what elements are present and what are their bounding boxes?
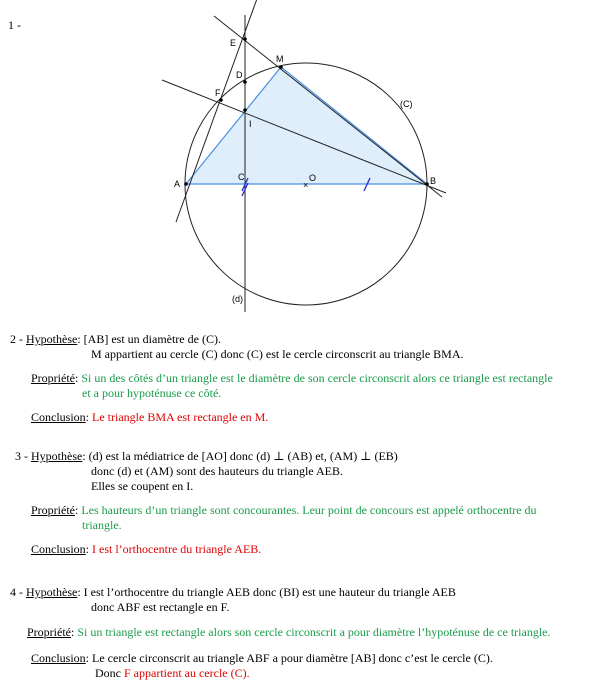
label-d: D	[236, 70, 243, 80]
section3-hyp-line3: Elles se coupent en I.	[91, 479, 194, 493]
point-o-mark: ×	[303, 180, 309, 190]
section3-conclusion: Conclusion: I est l’orthocentre du triangle AEB.	[31, 542, 262, 556]
point-f	[219, 98, 223, 102]
point-m	[279, 65, 283, 69]
label-o: O	[309, 173, 317, 183]
geometry-figure	[0, 0, 600, 330]
section4-property: Propriété: Si un triangle est rectangle alors son cercle circonscrit a pour diamètre l’hypoténuse de ce triangle.	[27, 625, 551, 639]
label-c: C	[238, 172, 245, 182]
figure-number: 1 -	[8, 18, 21, 32]
label-line-d: (d)	[232, 294, 243, 304]
section2-conclusion: Conclusion: Le triangle BMA est rectangle en M.	[31, 410, 269, 424]
point-e	[243, 37, 247, 41]
label-f: F	[215, 88, 221, 98]
section2-prop-line2: et a pour hypoténuse ce côté.	[82, 386, 222, 400]
label-i: I	[249, 119, 252, 129]
section3-prop-line2: triangle.	[82, 518, 122, 532]
point-d	[243, 80, 247, 84]
label-circle: (C)	[400, 99, 413, 109]
section2-property: Propriété: Si un des côtés d’un triangle est le diamètre de son cercle circonscrit alors ce triangle est rectangle	[31, 371, 553, 385]
section4-conclusion: Conclusion: Le cercle circonscrit au triangle ABF a pour diamètre [AB] donc c’est le cercle (C).	[31, 651, 493, 665]
point-i	[243, 108, 247, 112]
triangle-amb	[186, 67, 427, 184]
section2-hyp-line2: M appartient au cercle (C) donc (C) est le cercle circonscrit au triangle BMA.	[91, 347, 464, 361]
point-a	[184, 182, 188, 186]
section2-hypothesis: 2 - Hypothèse: [AB] est un diamètre de (C).	[10, 332, 221, 346]
point-b	[425, 182, 429, 186]
section3-property: Propriété: Les hauteurs d’un triangle sont concourantes. Leur point de concours est appelé orthocentre du	[31, 503, 537, 517]
section3-hyp-line2: donc (d) et (AM) sont des hauteurs du triangle AEB.	[91, 464, 343, 478]
section4-hypothesis: 4 - Hypothèse: I est l’orthocentre du triangle AEB donc (BI) est une hauteur du triangle AEB	[10, 585, 456, 599]
section4-hyp-line2: donc ABF est rectangle en F.	[91, 600, 230, 614]
label-m: M	[276, 54, 284, 64]
label-a: A	[174, 179, 181, 189]
label-b: B	[430, 176, 437, 186]
label-e: E	[230, 38, 237, 48]
section4-concl-line2: Donc F appartient au cercle (C).	[95, 666, 250, 680]
section2-hyp-label: Hypothèse	[26, 332, 78, 346]
section3-hypothesis: 3 - Hypothèse: (d) est la médiatrice de [AO] donc (d) ⊥ (AB) et, (AM) ⊥ (EB)	[15, 449, 398, 463]
